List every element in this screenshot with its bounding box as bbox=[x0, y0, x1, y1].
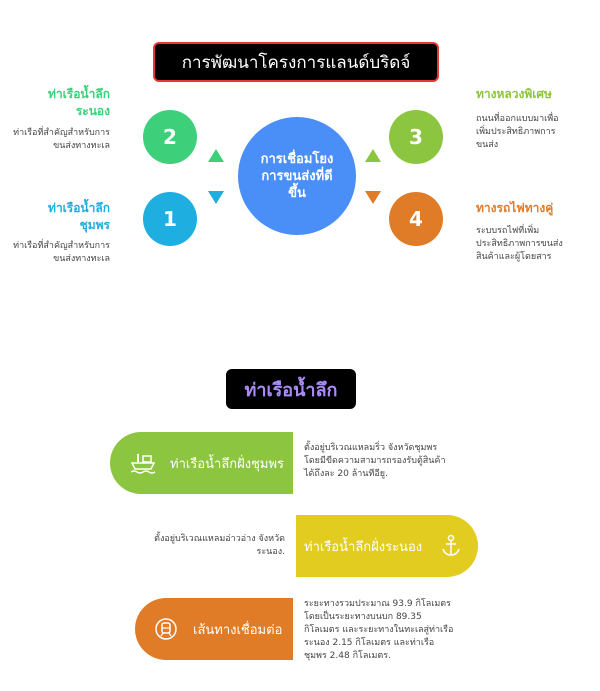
node-4-number: 4 bbox=[409, 207, 423, 231]
train-icon bbox=[151, 614, 181, 644]
node-1-number: 1 bbox=[163, 207, 177, 231]
connection-route-label: เส้นทางเชื่อมต่อ bbox=[193, 622, 283, 638]
chumphon-port-desc: ตั้งอยู่บริเวณแหลมริ่ว จังหวัดชุมพร โดยมีขีดความสามารถรองรับตู้สินค้าได้ถึงละ 20 ล้านทีอียู. bbox=[304, 443, 446, 479]
ship-icon bbox=[128, 448, 158, 478]
node-4-circle bbox=[389, 192, 443, 246]
arrow-down-icon bbox=[365, 191, 381, 204]
node-4-info bbox=[476, 200, 586, 217]
node-1-desc: ท่าเรือที่สำคัญสำหรับการขนส่งทางทะเล bbox=[13, 241, 110, 264]
node-1-desc-box bbox=[10, 240, 110, 266]
node-2-desc: ท่าเรือที่สำคัญสำหรับการขนส่งทางทะเล bbox=[13, 128, 110, 151]
ranong-port-label: ท่าเรือน้ำลึกฝั่งระนอง bbox=[304, 539, 423, 555]
node-1-title: ท่าเรือน้ำลึกชุมพร bbox=[48, 201, 110, 232]
node-2-circle bbox=[143, 110, 197, 164]
chumphon-port-label: ท่าเรือน้ำลึกฝั่งชุมพร bbox=[170, 456, 285, 472]
node-3-desc-box bbox=[476, 113, 568, 152]
node-3-circle bbox=[389, 110, 443, 164]
page-title bbox=[153, 42, 439, 82]
anchor-icon bbox=[436, 531, 466, 561]
node-4-desc: ระบบรถไฟที่เพิ่มประสิทธิภาพการขนส่งสินค้าและผู้โดยสาร bbox=[476, 226, 563, 262]
page-title-text: การพัฒนาโครงการแลนด์บริดจ์ bbox=[181, 52, 411, 73]
node-1-circle bbox=[143, 192, 197, 246]
arrow-up-icon bbox=[208, 149, 224, 162]
center-circle bbox=[238, 117, 356, 235]
node-2-title: ท่าเรือน้ำลึกระนอง bbox=[48, 87, 110, 118]
node-1-info bbox=[18, 200, 110, 234]
section-title-text: ท่าเรือน้ำลึก bbox=[244, 379, 338, 401]
connection-route-desc: ระยะทางรวมประมาณ 93.9 กิโลเมตร โดยเป็นระยะทางบนบก 89.35 กิโลเมตร และระยะทางในทะเลสู่ท่าเรือระนอง 2.15 กิโลเมตร และท่าเรือชุมพร 2.48 กิโลเมตร. bbox=[304, 599, 454, 661]
node-3-info bbox=[476, 86, 586, 103]
node-3-number: 3 bbox=[409, 125, 423, 149]
node-2-info bbox=[18, 86, 110, 120]
section-title bbox=[226, 369, 356, 409]
node-4-title: ทางรถไฟทางคู่ bbox=[476, 201, 554, 215]
node-3-title: ทางหลวงพิเศษ bbox=[476, 87, 552, 101]
arrow-down-icon bbox=[208, 191, 224, 204]
ranong-port-pill bbox=[296, 515, 478, 577]
chumphon-port-pill bbox=[110, 432, 293, 494]
node-2-number: 2 bbox=[163, 125, 177, 149]
center-text: การเชื่อมโยงการขนส่งที่ดีขึ้น bbox=[260, 151, 334, 201]
node-4-desc-box bbox=[476, 225, 576, 264]
node-2-desc-box bbox=[10, 127, 110, 153]
connection-route-pill bbox=[135, 598, 293, 660]
ranong-port-desc: ตั้งอยู่บริเวณแหลมอ่าวอ่าง จังหวัดระนอง. bbox=[154, 534, 285, 557]
node-3-desc: ถนนที่ออกแบบมาเพื่อเพิ่มประสิทธิภาพการขนส่ง bbox=[476, 114, 559, 150]
arrow-up-icon bbox=[365, 149, 381, 162]
